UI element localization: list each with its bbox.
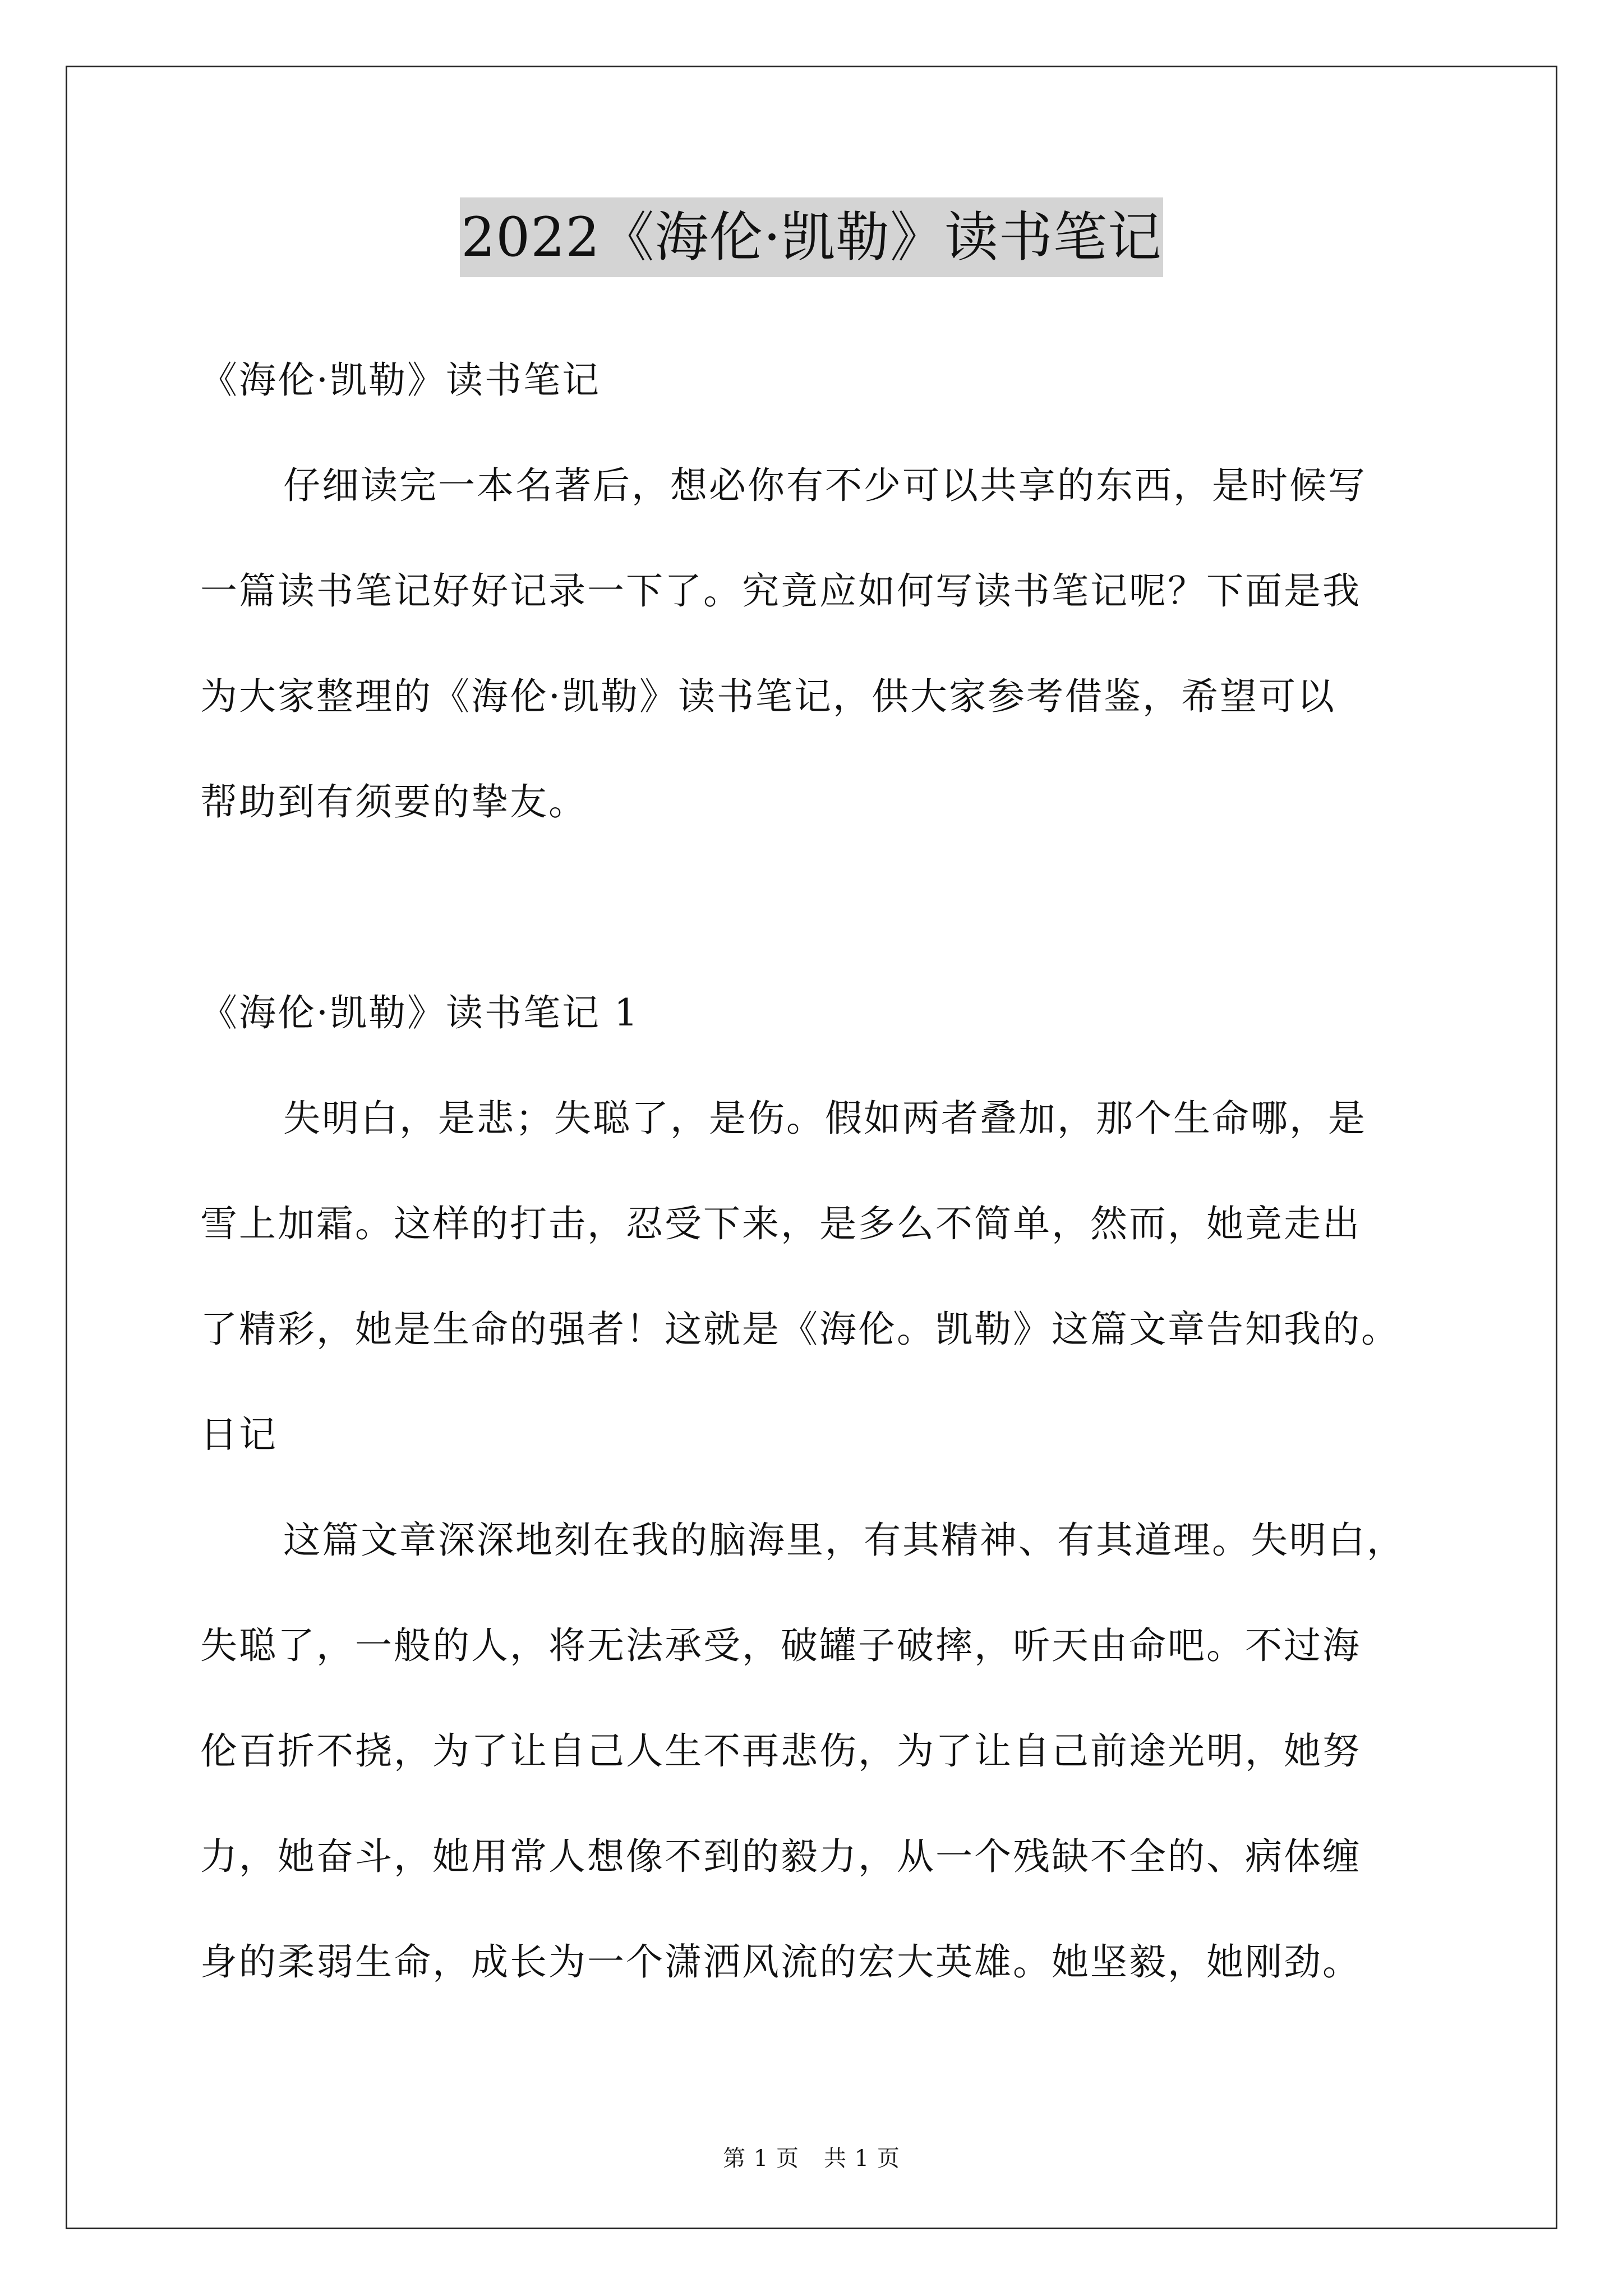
paragraph-line: 了精彩，她是生命的强者！这就是《海伦。凯勒》这篇文章告知我的。 <box>200 1308 1400 1351</box>
intro-line: 一篇读书笔记好好记录一下了。究竟应如何写读书笔记呢？下面是我 <box>200 569 1361 613</box>
title-container <box>0 197 1623 277</box>
paragraph-line: 失明白，是悲；失聪了，是伤。假如两者叠加，那个生命哪，是 <box>283 1097 1367 1140</box>
paragraph-line: 伦百折不挠，为了让自己人生不再悲伤，为了让自己前途光明，她努 <box>200 1729 1361 1773</box>
intro-line: 仔细读完一本名著后，想必你有不少可以共享的东西，是时候写 <box>283 464 1367 507</box>
intro-line: 为大家整理的《海伦·凯勒》读书笔记，供大家参考借鉴，希望可以 <box>200 675 1336 718</box>
section-heading: 《海伦·凯勒》读书笔记 1 <box>200 991 639 1034</box>
intro-line: 帮助到有须要的挚友。 <box>200 780 587 823</box>
subtitle: 《海伦·凯勒》读书笔记 <box>200 358 601 402</box>
page-number: 第 1 页 <box>723 2146 799 2171</box>
paragraph-line: 这篇文章深深地刻在我的脑海里，有其精神、有其道理。失明白， <box>283 1519 1405 1562</box>
paragraph-line: 力，她奋斗，她用常人想像不到的毅力，从一个残缺不全的、病体缠 <box>200 1835 1361 1878</box>
paragraph-line: 日记 <box>200 1413 278 1456</box>
paragraph-line: 身的柔弱生命，成长为一个潇洒风流的宏大英雄。她坚毅，她刚劲。 <box>200 1940 1361 1984</box>
page-total: 共 1 页 <box>824 2146 900 2171</box>
paragraph-line: 雪上加霜。这样的打击，忍受下来，是多么不简单，然而，她竟走出 <box>200 1202 1361 1245</box>
document-title: 2022《海伦·凯勒》读书笔记 <box>460 197 1163 277</box>
page-footer <box>0 2141 1623 2173</box>
paragraph-line: 失聪了，一般的人，将无法承受，破罐子破摔，听天由命吧。不过海 <box>200 1624 1361 1667</box>
